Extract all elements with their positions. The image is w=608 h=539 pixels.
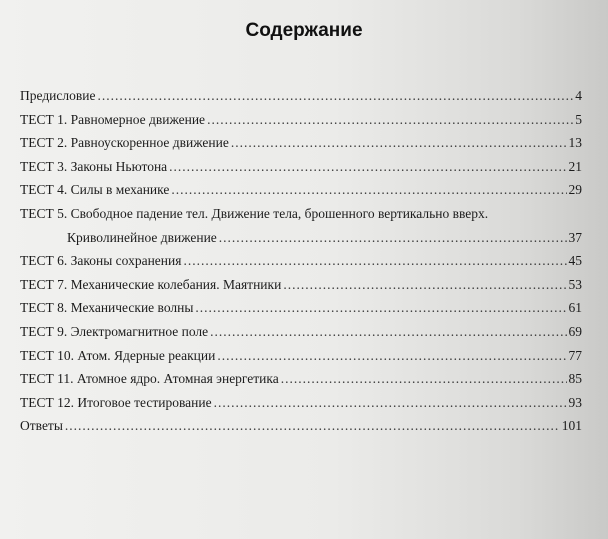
- toc-entry: [20, 391, 582, 415]
- toc-leader-dots: [281, 367, 567, 391]
- toc-leader-dots: [217, 344, 566, 368]
- toc-page-number: 37: [568, 229, 582, 245]
- toc-page-number: 85: [568, 371, 582, 387]
- toc-entry: [20, 320, 582, 344]
- toc-page-number: 4: [575, 88, 582, 103]
- page-title: Содержание: [245, 20, 363, 41]
- toc-entry: [20, 178, 582, 202]
- toc-entry-title: ТЕСТ 10. Атом. Ядерные реакции: [20, 347, 216, 363]
- toc-entry-title: ТЕСТ 6. Законы сохранения: [20, 253, 182, 269]
- toc-leader-dots: [195, 296, 566, 320]
- toc-leader-dots: [171, 178, 566, 202]
- toc-entry-title: ТЕСТ 7. Механические колебания. Маятники: [20, 276, 282, 292]
- toc-entry-title: ТЕСТ 5. Свободное падение тел. Движение тела, брошенного вертикально вверх.: [20, 205, 489, 221]
- toc-entry: [20, 155, 582, 179]
- toc-page-number: 61: [568, 300, 582, 316]
- toc-entry-title: ТЕСТ 8. Механические волны: [20, 300, 194, 316]
- toc-leader-dots: [214, 391, 567, 415]
- toc-page-number: 29: [568, 182, 582, 198]
- toc-entry: [20, 131, 582, 155]
- toc-page-number: 21: [568, 158, 582, 174]
- toc-leader-dots: [210, 320, 566, 344]
- toc-entry: [20, 273, 582, 297]
- table-of-contents: [20, 84, 582, 438]
- toc-entry: [20, 84, 582, 108]
- toc-leader-dots: [219, 226, 567, 250]
- toc-page-number: 45: [568, 253, 582, 269]
- toc-leader-dots: [97, 84, 573, 108]
- toc-page-number: 53: [568, 276, 582, 292]
- toc-entry-title: ТЕСТ 1. Равномерное движение: [20, 111, 206, 127]
- toc-entry-title: ТЕСТ 12. Итоговое тестирование: [20, 394, 212, 410]
- toc-leader-dots: [183, 249, 566, 273]
- toc-page-number: 77: [568, 347, 582, 363]
- toc-entry-title: Предисловие: [20, 88, 96, 103]
- toc-entry: [20, 296, 582, 320]
- toc-entry-title: ТЕСТ 2. Равноускоренное движение: [20, 135, 229, 151]
- toc-entry-title: ТЕСТ 9. Электромагнитное поле: [20, 323, 209, 339]
- toc-page-number: 13: [568, 135, 582, 151]
- toc-leader-dots: [65, 414, 560, 438]
- toc-entry: [20, 414, 582, 438]
- toc-entry-title: Ответы: [20, 418, 63, 434]
- toc-leader-dots: [207, 108, 573, 132]
- toc-entry-title-continued: Криволинейное движение: [67, 229, 217, 245]
- toc-entry: [20, 226, 582, 250]
- toc-page-number: 69: [568, 323, 582, 339]
- toc-entry-title: ТЕСТ 3. Законы Ньютона: [20, 158, 168, 174]
- toc-entry: [20, 108, 582, 132]
- toc-entry: [20, 249, 582, 273]
- toc-entry-title: ТЕСТ 4. Силы в механике: [20, 182, 170, 198]
- toc-page-number: 93: [568, 394, 582, 410]
- toc-page-number: 5: [575, 111, 582, 127]
- toc-page-number: 101: [561, 418, 582, 434]
- toc-leader-dots: [283, 273, 566, 297]
- toc-leader-dots: [169, 155, 566, 179]
- toc-leader-dots: [231, 131, 567, 155]
- toc-entry: [20, 367, 582, 391]
- toc-entry-title: ТЕСТ 11. Атомное ядро. Атомная энергетика: [20, 371, 279, 387]
- toc-entry: [20, 344, 582, 368]
